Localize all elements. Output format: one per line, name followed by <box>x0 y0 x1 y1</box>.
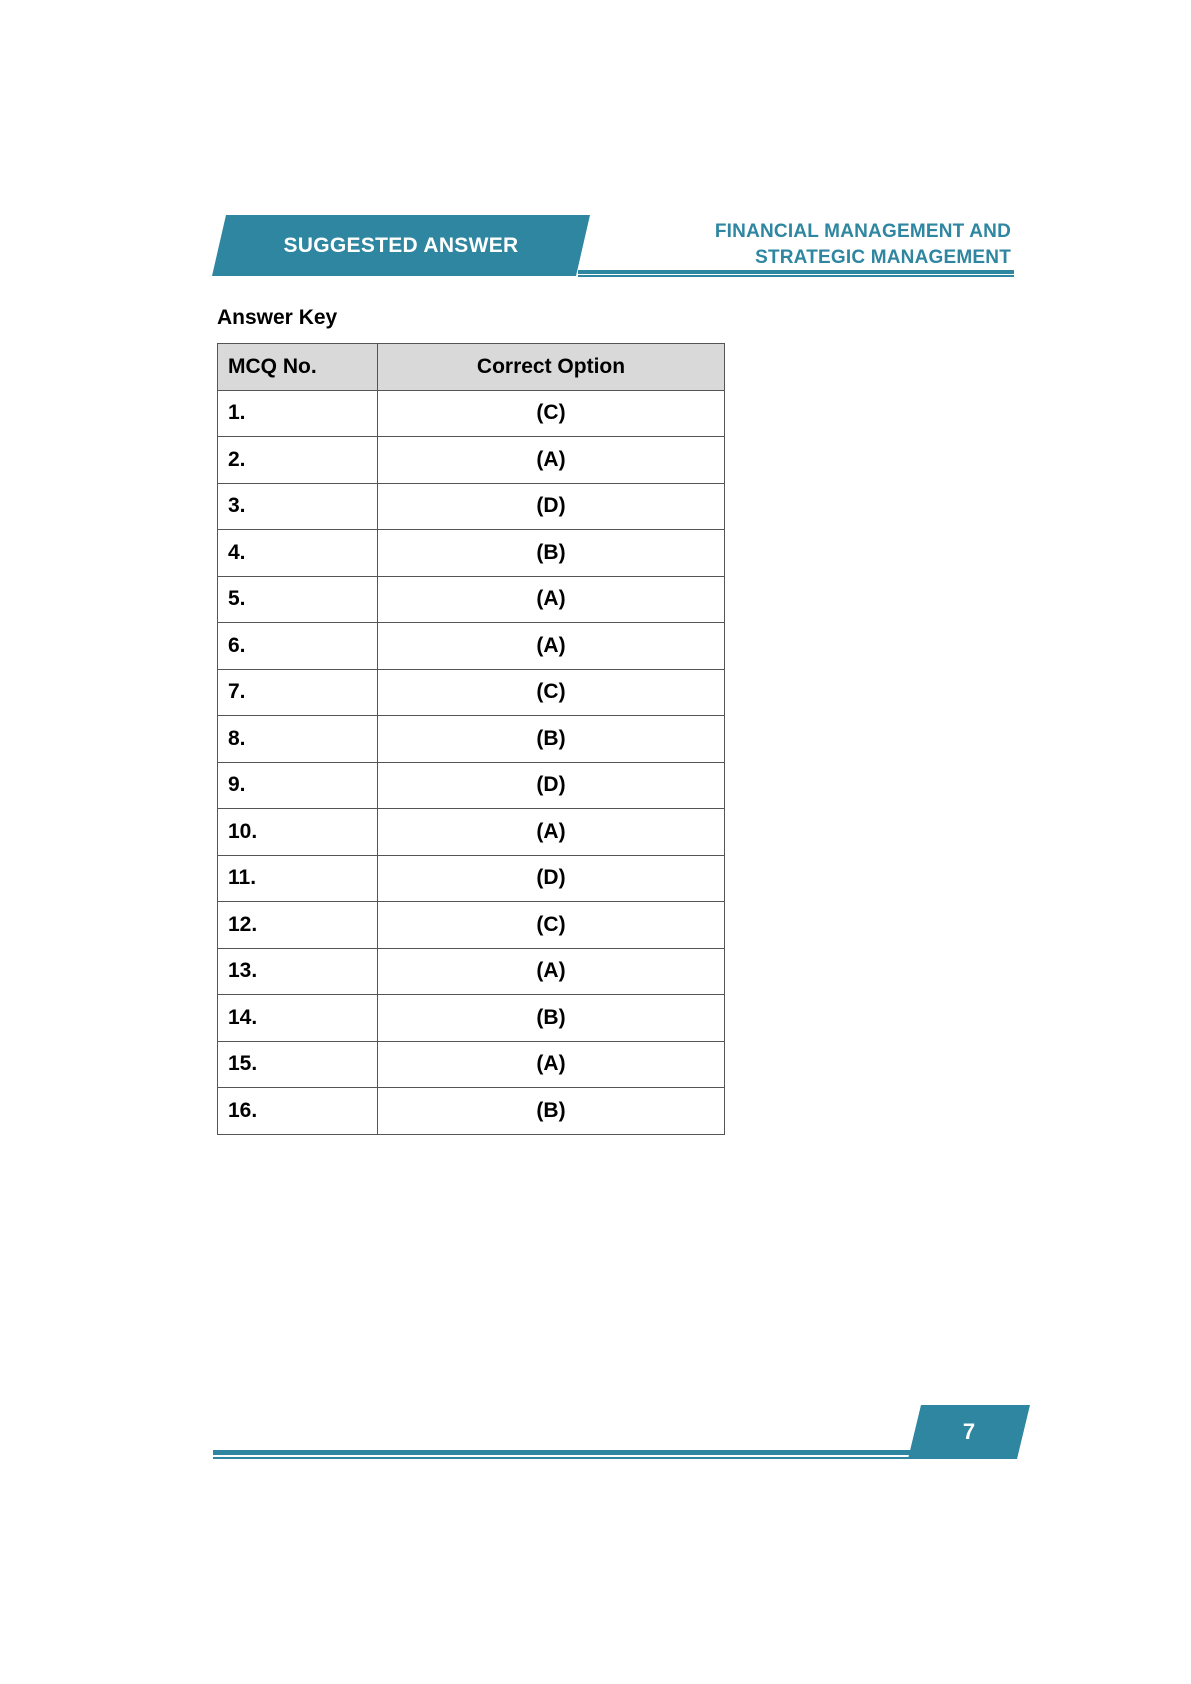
table-row <box>218 623 725 670</box>
header-rule <box>578 270 1014 277</box>
correct-option-cell: (B) <box>378 530 725 577</box>
mcq-number-cell: 8. <box>218 716 378 763</box>
answer-key-table <box>217 343 725 1135</box>
table-row <box>218 669 725 716</box>
mcq-number-cell: 10. <box>218 809 378 856</box>
footer-rule <box>213 1450 913 1459</box>
correct-option-cell: (A) <box>378 809 725 856</box>
table-row <box>218 809 725 856</box>
table-row <box>218 483 725 530</box>
table-row <box>218 855 725 902</box>
header-subject-line1: FINANCIAL MANAGEMENT AND <box>714 221 1011 242</box>
footer-tab <box>908 1405 1030 1459</box>
mcq-number-cell: 14. <box>218 995 378 1042</box>
mcq-number-cell: 5. <box>218 576 378 623</box>
table-row <box>218 1088 725 1135</box>
correct-option-cell: (A) <box>378 576 725 623</box>
header-subject <box>715 219 1011 271</box>
header-subject-line2: STRATEGIC MANAGEMENT <box>755 247 1011 268</box>
mcq-number-cell: 4. <box>218 530 378 577</box>
table-row <box>218 948 725 995</box>
mcq-number-cell: 16. <box>218 1088 378 1135</box>
table-row <box>218 902 725 949</box>
table-row <box>218 530 725 577</box>
correct-option-cell: (C) <box>378 902 725 949</box>
correct-option-cell: (D) <box>378 762 725 809</box>
page-number: 7 <box>962 1419 976 1444</box>
correct-option-cell: (D) <box>378 483 725 530</box>
table-row <box>218 437 725 484</box>
table-body <box>218 390 725 1134</box>
correct-option-cell: (A) <box>378 437 725 484</box>
table-row <box>218 762 725 809</box>
section-title: Answer Key <box>217 306 338 329</box>
mcq-number-cell: 2. <box>218 437 378 484</box>
correct-option-cell: (A) <box>378 948 725 995</box>
mcq-number-cell: 3. <box>218 483 378 530</box>
table-row <box>218 995 725 1042</box>
correct-option-cell: (D) <box>378 855 725 902</box>
table-row <box>218 390 725 437</box>
table-row <box>218 716 725 763</box>
correct-option-cell: (C) <box>378 669 725 716</box>
mcq-number-cell: 1. <box>218 390 378 437</box>
footer-rule-thick <box>213 1450 913 1455</box>
correct-option-cell: (B) <box>378 995 725 1042</box>
correct-option-cell: (B) <box>378 1088 725 1135</box>
header-tab-label: SUGGESTED ANSWER <box>283 234 519 257</box>
table-row <box>218 1041 725 1088</box>
column-header-correct-option: Correct Option <box>378 344 725 391</box>
mcq-number-cell: 9. <box>218 762 378 809</box>
correct-option-cell: (C) <box>378 390 725 437</box>
table-row <box>218 576 725 623</box>
footer-rule-thin <box>213 1457 913 1459</box>
mcq-number-cell: 13. <box>218 948 378 995</box>
header-rule-thin <box>578 275 1014 277</box>
mcq-number-cell: 6. <box>218 623 378 670</box>
correct-option-cell: (B) <box>378 716 725 763</box>
correct-option-cell: (A) <box>378 1041 725 1088</box>
column-header-mcq-no: MCQ No. <box>218 344 378 391</box>
header-tab <box>212 215 590 276</box>
mcq-number-cell: 11. <box>218 855 378 902</box>
mcq-number-cell: 12. <box>218 902 378 949</box>
correct-option-cell: (A) <box>378 623 725 670</box>
mcq-number-cell: 15. <box>218 1041 378 1088</box>
table-header-row <box>218 344 725 391</box>
mcq-number-cell: 7. <box>218 669 378 716</box>
